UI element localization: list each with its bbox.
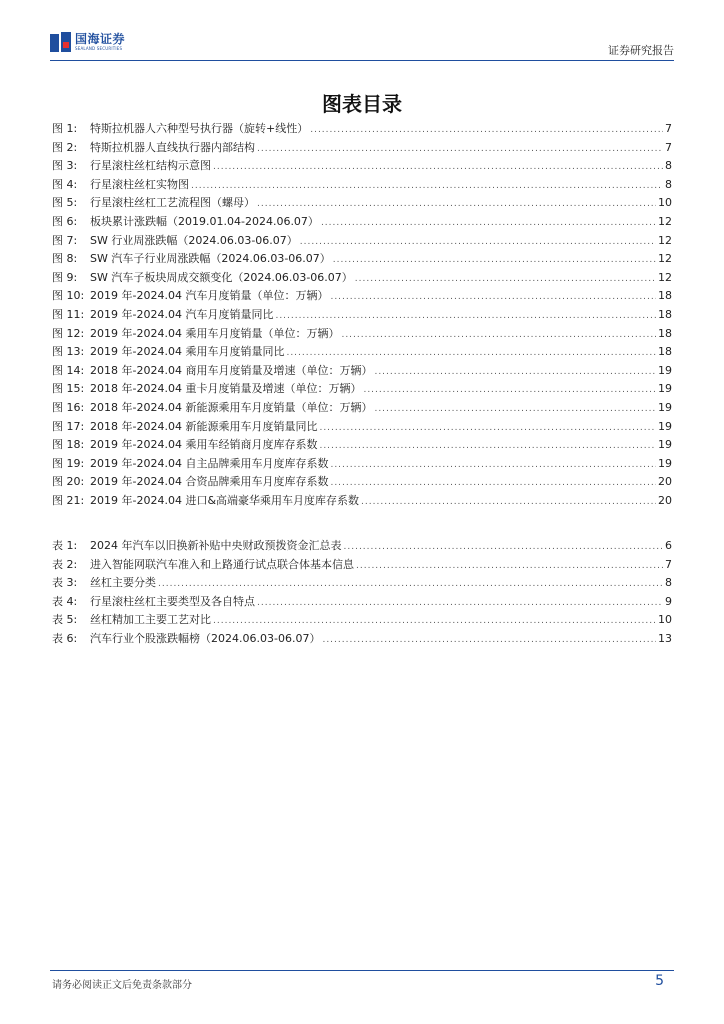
figure-entry[interactable] [52, 306, 672, 325]
dot-leader [257, 140, 663, 159]
toc-label: 图 4: [52, 177, 78, 191]
dot-leader [330, 288, 656, 307]
toc-label: 图 16: [52, 400, 85, 414]
dot-leader [257, 594, 663, 613]
toc-title: 2024 年汽车以旧换新补贴中央财政预拨资金汇总表 [90, 539, 342, 552]
toc-title: 行星滚柱丝杠实物图 [90, 177, 189, 191]
figure-entry[interactable] [52, 120, 672, 139]
logo-mark-icon [50, 32, 72, 52]
toc-label: 图 6: [52, 214, 78, 228]
figure-entry[interactable] [52, 362, 672, 381]
toc-label: 表 2: [52, 557, 78, 571]
toc-page-number: 19 [658, 438, 672, 452]
toc-page-number: 8 [665, 159, 672, 173]
toc-label: 表 1: [52, 539, 78, 552]
toc-page-number: 19 [658, 400, 672, 414]
toc-page-number: 20 [658, 475, 672, 489]
toc-page-number: 12 [658, 270, 672, 284]
toc-label: 图 7: [52, 233, 78, 247]
toc-label: 图 8: [52, 252, 78, 266]
dot-leader [355, 270, 656, 289]
toc-page-number: 7 [665, 140, 672, 154]
toc-title: 2018 年-2024.04 重卡月度销量及增速（单位：万辆） [90, 382, 362, 396]
toc-label: 图 2: [52, 140, 78, 154]
toc-label: 表 5: [52, 613, 78, 627]
dot-leader [344, 538, 664, 557]
figure-entry[interactable] [52, 399, 672, 418]
figure-entry[interactable] [52, 455, 672, 474]
figure-entry[interactable] [52, 380, 672, 399]
toc-page-number: 19 [658, 456, 672, 470]
page-number: 5 [655, 973, 664, 989]
dot-leader [374, 400, 656, 419]
toc-title: SW 汽车子行业周涨跌幅（2024.06.03-06.07） [90, 252, 331, 266]
figure-entry[interactable] [52, 176, 672, 195]
toc-page-number: 6 [665, 539, 672, 552]
toc-title: 2018 年-2024.04 新能源乘用车月度销量（单位：万辆） [90, 400, 373, 414]
toc-title: 丝杠精加工主要工艺对比 [90, 613, 211, 627]
dot-leader [341, 326, 656, 345]
toc-label: 图 13: [52, 345, 85, 359]
figure-entry[interactable] [52, 325, 672, 344]
toc-label: 图 15: [52, 382, 85, 396]
toc-label: 图 3: [52, 159, 78, 173]
toc-page-number: 12 [658, 214, 672, 228]
toc-page-number: 19 [658, 382, 672, 396]
figure-entry[interactable] [52, 157, 672, 176]
figure-entry[interactable] [52, 287, 672, 306]
toc-title: 行星滚柱丝杠工艺流程图（螺母） [90, 196, 255, 210]
toc-label: 图 1: [52, 122, 78, 135]
dot-leader [333, 251, 656, 270]
toc-page-number: 12 [658, 252, 672, 266]
dot-leader [191, 177, 663, 196]
dot-leader [319, 437, 656, 456]
toc-label: 图 19: [52, 456, 85, 470]
toc-page-number: 18 [658, 307, 672, 321]
page-title: 图表目录 [322, 92, 402, 116]
disclaimer-note: 请务必阅读正文后免责条款部分 [52, 980, 192, 991]
dot-leader [322, 631, 656, 650]
header-divider [50, 60, 674, 61]
toc-page-number: 18 [658, 345, 672, 359]
table-entry[interactable] [52, 593, 672, 612]
toc-title: 行星滚柱丝杠结构示意图 [90, 159, 211, 173]
toc-page-number: 7 [665, 557, 672, 571]
dot-leader [213, 158, 663, 177]
toc-title: 进入智能网联汽车准入和上路通行试点联合体基本信息 [90, 557, 354, 571]
toc-page-number: 18 [658, 289, 672, 303]
figure-entry[interactable] [52, 232, 672, 251]
toc-title: 2019 年-2024.04 自主品牌乘用车月度库存系数 [90, 456, 329, 470]
dot-leader [300, 233, 656, 252]
figure-list [52, 120, 672, 510]
toc-page-number: 9 [665, 594, 672, 608]
figure-entry[interactable] [52, 139, 672, 158]
toc-label: 图 21: [52, 493, 85, 507]
toc-title: 特斯拉机器人六种型号执行器（旋转+线性） [90, 122, 309, 135]
dot-leader [330, 474, 656, 493]
figure-entry[interactable] [52, 250, 672, 269]
toc-label: 图 5: [52, 196, 78, 210]
figure-entry[interactable] [52, 418, 672, 437]
toc-title: 2019 年-2024.04 合资品牌乘用车月度库存系数 [90, 475, 329, 489]
toc-label: 图 9: [52, 270, 78, 284]
toc-title: 2018 年-2024.04 新能源乘用车月度销量同比 [90, 419, 318, 433]
table-entry[interactable] [52, 611, 672, 630]
toc-title: 2019 年-2024.04 汽车月度销量（单位：万辆） [90, 289, 329, 303]
toc-title: 2019 年-2024.04 乘用车月度销量同比 [90, 345, 285, 359]
dot-leader [363, 381, 656, 400]
toc-label: 表 6: [52, 631, 78, 645]
dot-leader [356, 557, 663, 576]
figure-entry[interactable] [52, 473, 672, 492]
toc-title: SW 行业周涨跌幅（2024.06.03-06.07） [90, 233, 298, 247]
toc-title: 丝杠主要分类 [90, 576, 156, 590]
logo-en-text: SEALAND SECURITIES [75, 46, 123, 51]
toc-label: 图 14: [52, 363, 85, 377]
table-entry[interactable] [52, 630, 672, 649]
toc-title: 特斯拉机器人直线执行器内部结构 [90, 140, 255, 154]
figure-entry[interactable] [52, 213, 672, 232]
report-type: 证券研究报告 [608, 44, 674, 57]
toc-page-number: 19 [658, 419, 672, 433]
toc-title: 行星滚柱丝杠主要类型及各自特点 [90, 594, 255, 608]
toc-label: 表 4: [52, 594, 78, 608]
toc-label: 图 12: [52, 326, 85, 340]
toc-page-number: 20 [658, 493, 672, 507]
figure-entry[interactable] [52, 269, 672, 288]
dot-leader [257, 195, 656, 214]
figure-entry[interactable] [52, 343, 672, 362]
toc-label: 图 11: [52, 307, 85, 321]
footer-divider [50, 970, 674, 971]
dot-leader [275, 307, 656, 326]
dot-leader [310, 121, 663, 140]
toc-page-number: 13 [658, 631, 672, 645]
toc-title: 2019 年-2024.04 进口&高端豪华乘用车月度库存系数 [90, 493, 360, 507]
dot-leader [158, 575, 663, 594]
toc-label: 表 3: [52, 576, 78, 590]
toc-title: SW 汽车子板块周成交额变化（2024.06.03-06.07） [90, 270, 353, 284]
toc-title: 2019 年-2024.04 乘用车经销商月度库存系数 [90, 438, 318, 452]
toc-title: 汽车行业个股涨跌幅榜（2024.06.03-06.07） [90, 631, 321, 645]
toc-label: 图 17: [52, 419, 85, 433]
table-entry[interactable] [52, 537, 672, 556]
toc-label: 图 18: [52, 438, 85, 452]
table-entry[interactable] [52, 574, 672, 593]
figure-entry[interactable] [52, 194, 672, 213]
dot-leader [361, 493, 656, 512]
page-header [50, 26, 674, 60]
dot-leader [321, 214, 656, 233]
toc-title: 2018 年-2024.04 商用车月度销量及增速（单位：万辆） [90, 363, 373, 377]
logo-cn-text: 国海证券 [75, 32, 126, 46]
toc-page-number: 8 [665, 576, 672, 590]
toc-title: 板块累计涨跌幅（2019.01.04-2024.06.07） [90, 214, 319, 228]
toc-page-number: 12 [658, 233, 672, 247]
table-list [52, 537, 672, 649]
toc-page-number: 7 [665, 122, 672, 135]
company-logo [50, 30, 125, 54]
toc-page-number: 19 [658, 363, 672, 377]
table-entry[interactable] [52, 556, 672, 575]
dot-leader [319, 419, 656, 438]
toc-page-number: 10 [658, 613, 672, 627]
figure-entry[interactable] [52, 436, 672, 455]
figure-entry[interactable] [52, 492, 672, 511]
toc-page-number: 10 [658, 196, 672, 210]
toc-title: 2019 年-2024.04 乘用车月度销量（单位：万辆） [90, 326, 340, 340]
toc-label: 图 10: [52, 289, 85, 303]
dot-leader [286, 344, 656, 363]
toc-page-number: 8 [665, 177, 672, 191]
dot-leader [213, 612, 656, 631]
dot-leader [374, 363, 656, 382]
toc-label: 图 20: [52, 475, 85, 489]
toc-page-number: 18 [658, 326, 672, 340]
toc-title: 2019 年-2024.04 汽车月度销量同比 [90, 307, 274, 321]
dot-leader [330, 456, 656, 475]
